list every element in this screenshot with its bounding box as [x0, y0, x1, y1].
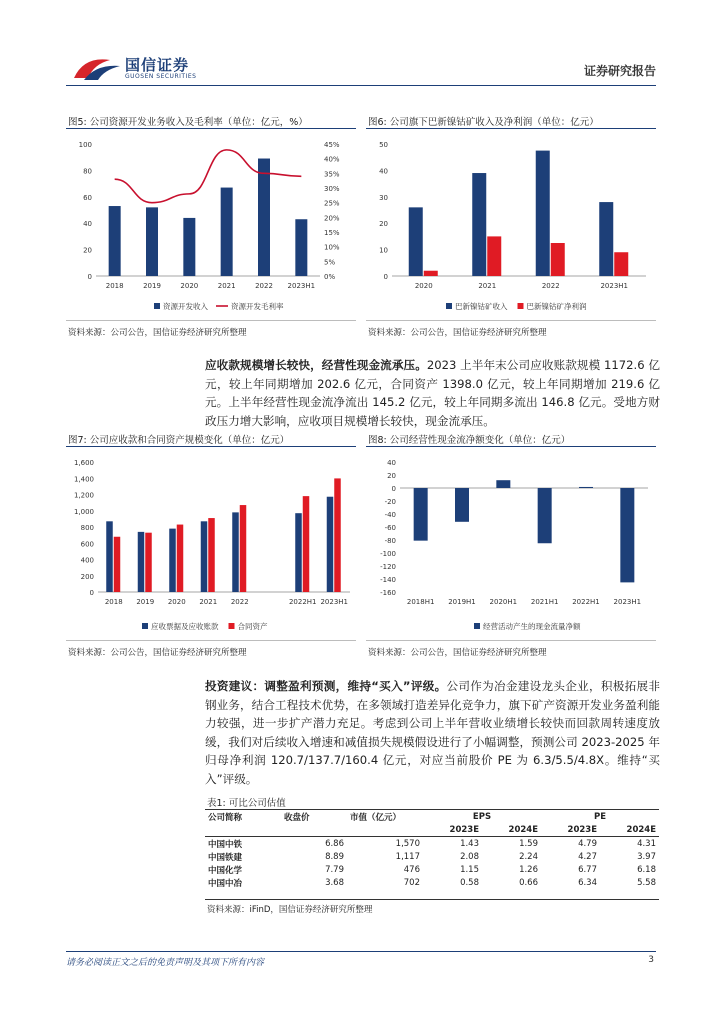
bar-revenue [258, 159, 270, 276]
bar-primary [599, 202, 613, 276]
bar-revenue [221, 188, 233, 276]
x-tick-label: 2021 [217, 282, 236, 290]
x-tick-label: 2020 [414, 282, 433, 290]
bar-secondary [208, 518, 215, 592]
receivables-paragraph [205, 356, 660, 430]
legend-label: 应收票据及应收账款 [151, 622, 219, 631]
y-tick-label-right: 5% [324, 258, 336, 267]
row-eps-2024: 2.24 [519, 851, 538, 862]
legend-swatch [142, 623, 148, 629]
fig5-top-rule [66, 128, 356, 129]
fig7-title: 图7: 公司应收款和合同资产规模变化（单位：亿元） [68, 435, 290, 446]
y-tick-label-right: 45% [324, 141, 340, 149]
row-price: 7.79 [325, 864, 344, 875]
table-row [205, 837, 659, 851]
y-tick-label: 20 [379, 220, 388, 229]
bar-secondary [303, 496, 310, 592]
bar-secondary [424, 271, 438, 276]
brand-name: 国信证券 [125, 56, 190, 74]
bar-primary [295, 513, 302, 592]
bar-primary [138, 532, 145, 592]
row-eps-2023: 1.43 [460, 838, 479, 849]
fig6-source: 资料来源：公司公告，国信证券经济研究所整理 [368, 328, 547, 338]
row-name: 中国化学 [208, 865, 243, 876]
y-tick-label-right: 0% [324, 273, 336, 281]
row-pe-2023: 4.27 [578, 851, 597, 862]
legend-label: 资源开发毛利率 [231, 302, 284, 311]
bar-secondary [334, 478, 341, 592]
fig6-bottom-rule [366, 320, 656, 321]
bar-cashflow [538, 488, 552, 543]
bar-secondary [240, 505, 247, 592]
legend-swatch [229, 623, 235, 629]
fig8-bottom-rule [366, 640, 656, 641]
y-tick-label-right: 10% [324, 243, 340, 252]
line-gross-margin [115, 150, 302, 203]
x-tick-label: 2020 [180, 282, 199, 290]
x-tick-label: 2021 [199, 598, 218, 606]
fig7-bottom-rule [66, 640, 356, 641]
y-tick-label: 0 [89, 589, 94, 597]
bar-cashflow [414, 488, 428, 541]
fig5-bottom-rule [66, 320, 356, 321]
bar-secondary [551, 243, 565, 276]
investment-paragraph [205, 677, 660, 788]
y-tick-label: 40 [379, 167, 388, 176]
legend-swatch [474, 623, 480, 629]
footer-divider [66, 951, 656, 952]
x-tick-label: 2019 [143, 282, 161, 290]
fig8-source: 资料来源：公司公告，国信证券经济研究所整理 [368, 648, 547, 658]
table1-title: 表1: 可比公司估值 [207, 798, 286, 809]
y-tick-label-right: 25% [324, 199, 340, 208]
legend-label: 巴新镍钴矿净利润 [526, 302, 587, 311]
bar-primary [472, 173, 486, 276]
footer-disclaimer: 请务必阅读正文之后的免责声明及其项下所有内容 [66, 958, 265, 968]
x-tick-label: 2022H1 [572, 598, 600, 606]
col-price-header: 收盘价 [284, 812, 310, 823]
bar-secondary [114, 537, 121, 592]
legend-label: 巴新镍钴矿收入 [455, 302, 508, 311]
x-tick-label: 2022 [230, 598, 249, 606]
legend-swatch [154, 303, 160, 309]
table1-bottom-rule [205, 899, 659, 900]
row-pe-2023: 6.77 [578, 864, 597, 875]
x-tick-label: 2023H1 [613, 598, 642, 606]
y-tick-label-right: 35% [324, 170, 340, 179]
x-tick-label: 2020H1 [489, 598, 518, 606]
y-tick-label: 200 [80, 572, 94, 581]
y-tick-label: -80 [384, 537, 396, 545]
y-tick-label-right: 20% [324, 214, 340, 223]
row-pe-2024: 6.18 [637, 864, 656, 875]
y-tick-label: 40 [387, 459, 396, 467]
y-tick-label: 600 [80, 540, 94, 549]
valuation-table [205, 810, 659, 889]
row-mcap: 1,117 [395, 851, 420, 862]
row-price: 8.89 [325, 851, 344, 862]
y-tick-label: -100 [380, 550, 396, 558]
y-tick-label: 10 [379, 246, 388, 255]
y-tick-label: 1,600 [73, 459, 94, 467]
y-tick-label-left: 20 [83, 246, 92, 255]
fig5-title: 图5: 公司资源开发业务收入及毛利率（单位：亿元，%） [68, 117, 308, 128]
y-tick-label-right: 30% [324, 185, 340, 193]
row-name: 中国中冶 [208, 878, 243, 889]
row-name: 中国中铁 [208, 839, 243, 850]
y-tick-label-left: 0 [87, 273, 92, 281]
y-tick-label-left: 80 [83, 167, 92, 176]
row-pe-2023: 6.34 [578, 877, 597, 888]
legend-swatch [446, 303, 452, 309]
y-tick-label: 1,200 [73, 491, 94, 500]
y-tick-label: -60 [384, 524, 396, 532]
receivables-heading: 应收款规模增长较快，经营性现金流承压。 [205, 358, 427, 372]
y-tick-label: 800 [80, 524, 94, 532]
x-tick-label: 2019 [136, 598, 155, 606]
bar-primary [201, 521, 208, 592]
row-pe-2024: 5.58 [637, 877, 656, 888]
row-mcap: 702 [403, 877, 420, 888]
row-pe-2024: 3.97 [637, 851, 656, 862]
x-tick-label: 2021 [478, 282, 497, 290]
y-tick-label-left: 40 [83, 220, 92, 229]
year-pe-2024: 2024E [626, 824, 656, 835]
y-tick-label: 0 [391, 485, 396, 493]
header-divider [66, 85, 656, 86]
investment-heading: 投资建议：调整盈利预测，维持“买入”评级。 [205, 679, 447, 693]
bar-primary [232, 512, 239, 592]
brand-subtitle: GUOSEN SECURITIES [125, 73, 197, 80]
fig8-top-rule [366, 446, 656, 447]
col-name-header: 公司简称 [208, 812, 243, 823]
y-tick-label: 400 [80, 556, 94, 565]
y-tick-label-left: 100 [78, 141, 92, 149]
bar-revenue [183, 218, 195, 276]
legend-label: 合同资产 [237, 622, 268, 631]
y-tick-label-right: 15% [324, 229, 340, 237]
fig5-source: 资料来源：公司公告，国信证券经济研究所整理 [68, 328, 247, 338]
y-tick-label: -20 [384, 498, 396, 506]
table-year-row [205, 823, 659, 837]
row-eps-2024: 1.26 [519, 864, 538, 875]
table-header-row [205, 810, 659, 823]
fig7-source: 资料来源：公司公告，国信证券经济研究所整理 [68, 648, 247, 658]
x-tick-label: 2019H1 [448, 598, 476, 606]
fig7-top-rule [66, 446, 356, 447]
bar-cashflow [496, 480, 510, 488]
x-tick-label: 2023H1 [320, 598, 349, 606]
bar-secondary [614, 252, 628, 276]
y-tick-label: 0 [383, 273, 388, 281]
col-pe-header: PE [593, 811, 607, 822]
y-tick-label: 30 [379, 193, 388, 202]
investment-text: 公司作为冶金建设龙头企业，积极拓展非钢业务，结合工程技术优势，在多领域打造差异化竞争力，旗下矿产资源开发业务盈利能力较强，进一步扩产潜力充足。考虑到公司上半年营收业绩增长较快而回款周转速度放缓，我们对后续收入增速和减值损失规模假设进行了小幅调整，预测公司 2023-2025 年归母净利润 120.7/137.7/160.4 亿元，对应当前股价 PE 为 6.3/5.5/4.8X。维持“买入”评级。 [205, 679, 660, 786]
x-tick-label: 2022H1 [288, 598, 317, 606]
bar-secondary [145, 533, 152, 592]
x-tick-label: 2018 [105, 282, 124, 290]
bar-primary [106, 521, 113, 592]
col-mcap-header: 市值（亿元） [350, 812, 402, 823]
page-number: 3 [648, 955, 654, 965]
col-eps-header: EPS [472, 811, 492, 822]
bar-secondary [487, 236, 501, 276]
year-pe-2023: 2023E [567, 824, 597, 835]
fig8-chart [366, 452, 656, 632]
row-eps-2023: 0.58 [460, 877, 479, 888]
fig6-title: 图6: 公司旗下巴新镍钴矿收入及净利润（单位：亿元） [368, 117, 599, 128]
row-eps-2023: 1.15 [460, 864, 479, 875]
bar-primary [327, 497, 334, 592]
table-row [205, 876, 659, 889]
report-type: 证券研究报告 [583, 64, 656, 78]
row-eps-2023: 2.08 [460, 851, 479, 862]
year-eps-2023: 2023E [449, 824, 479, 835]
fig8-title: 图8: 公司经营性现金流净额变化（单位：亿元） [368, 435, 571, 446]
x-tick-label: 2022 [255, 282, 273, 290]
table1-source: 资料来源：iFinD，国信证券经济研究所整理 [207, 905, 373, 915]
legend-label: 经营活动产生的现金流量净额 [483, 622, 581, 631]
bar-revenue [146, 207, 158, 276]
x-tick-label: 2022 [541, 282, 560, 290]
y-tick-label: 1,000 [73, 507, 94, 516]
row-name: 中国铁建 [208, 852, 243, 863]
bar-primary [409, 207, 423, 276]
row-mcap: 1,570 [395, 838, 420, 849]
y-tick-label: 1,400 [73, 475, 94, 484]
row-price: 3.68 [325, 877, 344, 888]
x-tick-label: 2020 [167, 598, 186, 606]
y-tick-label-right: 40% [324, 155, 340, 164]
bar-secondary [177, 525, 184, 592]
y-tick-label: 20 [387, 472, 396, 480]
bar-primary [536, 151, 550, 276]
year-eps-2024: 2024E [508, 824, 538, 835]
row-pe-2023: 4.79 [578, 838, 597, 849]
x-tick-label: 2023H1 [600, 282, 629, 290]
y-tick-label-left: 60 [83, 193, 92, 202]
bar-cashflow [620, 488, 634, 582]
bar-primary [169, 529, 176, 592]
bar-cashflow [579, 487, 593, 488]
row-pe-2024: 4.31 [637, 838, 656, 849]
row-price: 6.86 [325, 838, 344, 849]
x-tick-label: 2023H1 [287, 282, 316, 290]
row-eps-2024: 1.59 [519, 838, 538, 849]
row-eps-2024: 0.66 [519, 877, 538, 888]
fig6-chart [366, 132, 656, 312]
y-tick-label: -140 [380, 576, 396, 584]
fig5-chart [66, 132, 356, 312]
fig7-chart [66, 452, 356, 632]
y-tick-label: -120 [380, 563, 396, 571]
y-tick-label: -40 [384, 511, 396, 519]
x-tick-label: 2018H1 [406, 598, 435, 606]
table-row [205, 863, 659, 876]
y-tick-label: -160 [380, 589, 396, 597]
legend-swatch [518, 303, 524, 309]
receivables-text: 2023 上半年末公司应收账款规模 1172.6 亿元，较上年同期增加 202.6 亿元，合同资产 1398.0 亿元，较上年同期增加 219.6 亿元。上半年经营性现金流净流出 145.2 亿元，较上年同期多流出 146.8 亿元。受地方财政压力增大影响，应收项目规模增长较快，现金流承压。 [205, 358, 660, 428]
x-tick-label: 2018 [104, 598, 123, 606]
bar-revenue [295, 219, 307, 276]
bar-revenue [109, 206, 121, 276]
legend-label: 资源开发收入 [163, 302, 208, 311]
x-tick-label: 2021H1 [530, 598, 559, 606]
row-mcap: 476 [403, 864, 420, 875]
table-row [205, 850, 659, 863]
y-tick-label: 50 [379, 141, 388, 149]
fig6-top-rule [366, 128, 656, 129]
bar-cashflow [455, 488, 469, 522]
